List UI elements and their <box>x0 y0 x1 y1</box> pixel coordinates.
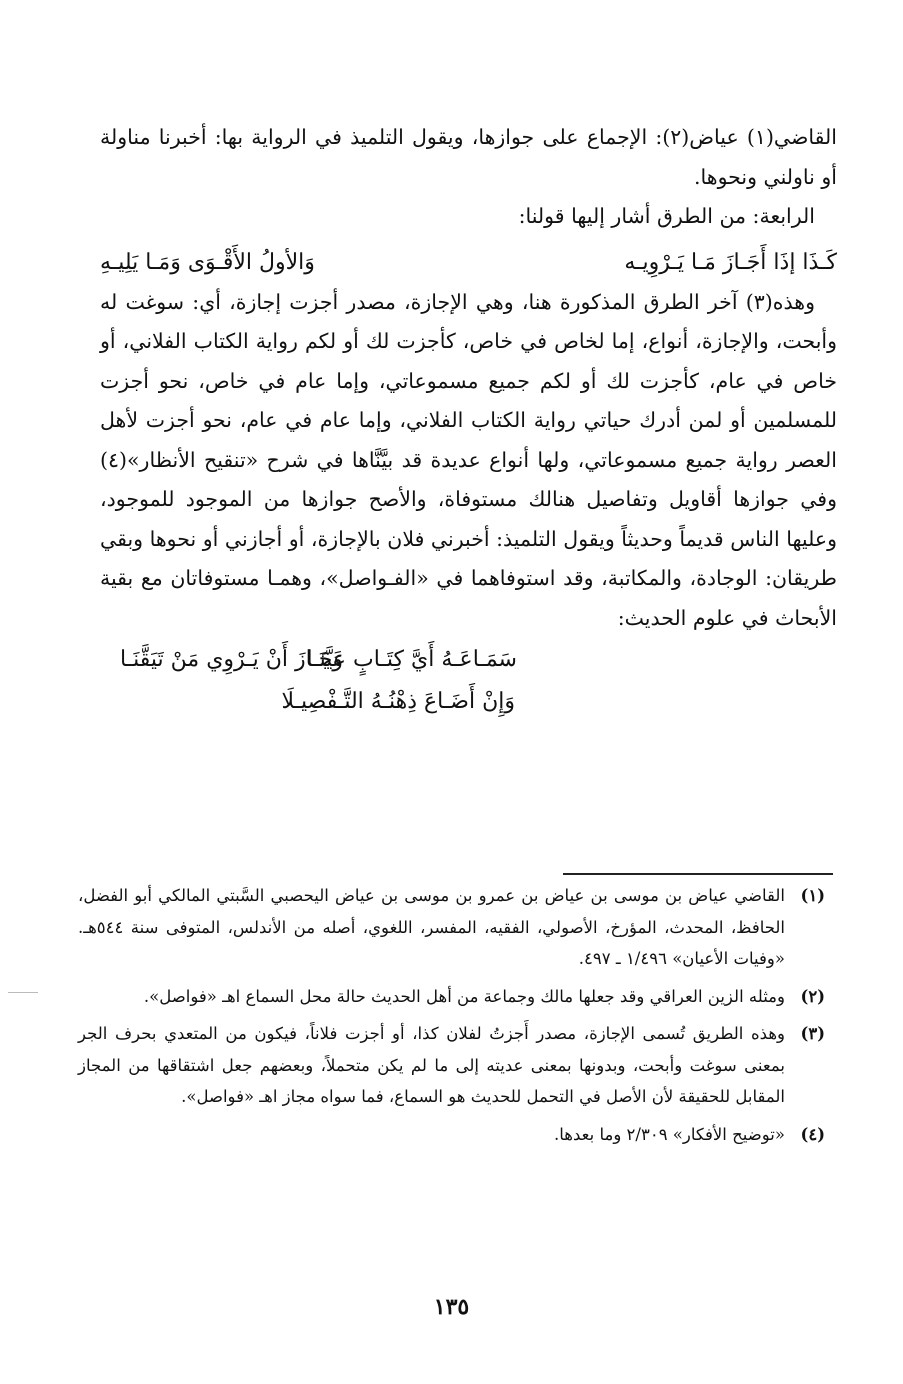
footnote-text: القاضي عياض بن موسى بن عياض بن عمرو بن موسى بن عياض اليحصبي السَّبتي المالكي أبو الفضل، الحافظ، المحدث، المؤرخ، الأصولي، الفقيه، المفسر، اللغوي، أصله من الأندلس، المتوفى سنة ٥٤٤هـ. «وفيات الأعيان» ١/٤٩٦ ـ ٤٩٧. <box>78 886 785 968</box>
footnote-text: ومثله الزين العراقي وقد جعلها مالك وجماعة من أهل الحديث حالة محل السماع اهـ «فواصل». <box>143 986 785 1006</box>
verse-3-hemistich: وَإِنْ أَضَـاعَ ذِهْنُـهُ التَّـفْصِيـلَا <box>281 689 515 714</box>
verse-1-first-hemistich: كَـذَا إذَا أَجَـازَ مَـا يَـرْوِيـه <box>624 249 837 275</box>
verse-2-second-hemistich: وَجَـازَ أَنْ يَـرْوِي مَنْ تَيَقَّنَـا <box>120 647 343 672</box>
verse-line-3 <box>100 684 837 730</box>
verse-line-2 <box>100 638 837 684</box>
verse-2-first-hemistich: سَمَـاعَـهُ أَيَّ كِتَـابٍ عَيَّنَـا <box>306 647 517 672</box>
paragraph-1: القاضي(١) عياض(٢): الإجماع على جوازها، ويقول التلميذ في الرواية بها: أخبرنا مناولة أو ناولني ونحوها. <box>100 125 837 189</box>
main-text <box>100 118 837 730</box>
verse-line-1 <box>100 237 837 283</box>
paragraph-2: الرابعة: من الطرق أشار إليها قولنا: <box>518 204 815 228</box>
footnote-number: (٤) <box>800 1124 825 1144</box>
footnote-4 <box>78 1119 825 1151</box>
margin-mark <box>8 992 38 993</box>
footnote-number: (٢) <box>800 986 825 1006</box>
page-number: ١٣٥ <box>433 1294 470 1320</box>
footnote-1 <box>78 880 825 975</box>
paragraph-3: وهذه(٣) آخر الطرق المذكورة هنا، وهي الإجازة، مصدر أجزت إجازة، أي: سوغت له وأبحت، والإجازة، أنواع، إما لخاص في خاص، كأجزت لك أو لكم رواية الكتاب الفلاني، أو خاص في عام، كأجزت لك أو لكم جميع مسموعاتي، وإما عام في خاص، نحو أجزت للمسلمين أو لمن أدرك حياتي رواية الكتاب الفلاني، وإما عام في عام، نحو أجزت لأهل العصر رواية جميع مسموعاتي، ولها أنواع عديدة قد بيَّنَّاها في شرح «تنقيح الأنظار»(٤) وفي جوازها أقاويل وتفاصيل هنالك مستوفاة، والأصح جوازها من الموجود للموجود، وعليها الناس قديماً وحديثاً ويقول التلميذ: أخبرني فلان بالإجازة، أو أجازني أو نحوها وبقي طريقان: الوجادة، والمكاتبة، وقد استوفاهما في «الفـواصل»، وهمـا مستوفاتان مع بقية الأبحاث في علوم الحديث: <box>100 289 837 630</box>
footnotes <box>78 880 825 1150</box>
footnote-3 <box>78 1018 825 1113</box>
verse-1-second-hemistich: وَالأولُ الأَقْـوَى وَمَـا يَلِيـهِ <box>100 249 315 275</box>
footnote-number: (١) <box>800 886 825 905</box>
footnote-text: وهذه الطريق تُسمى الإجازة، مصدر أَجزتُ لفلان كذا، أو أجزت فلاناً، فيكون من المتعدي بحرف الجر بمعنى سوغت وأبحت، وبدونها بمعنى عديته إلى ما لم يكن متحملاً، وبعضهم جعل اشتقاقها من المجاز المقابل للحقيقة لأن الأصل في التحمل للحديث هو السماع، فما سواه مجاز اهـ «فواصل». <box>78 1024 785 1106</box>
footnote-2 <box>78 981 825 1013</box>
footnote-number: (٣) <box>800 1024 825 1043</box>
footnote-text: «توضيح الأفكار» ٢/٣٠٩ وما بعدها. <box>554 1124 785 1144</box>
footnote-separator <box>563 873 833 875</box>
